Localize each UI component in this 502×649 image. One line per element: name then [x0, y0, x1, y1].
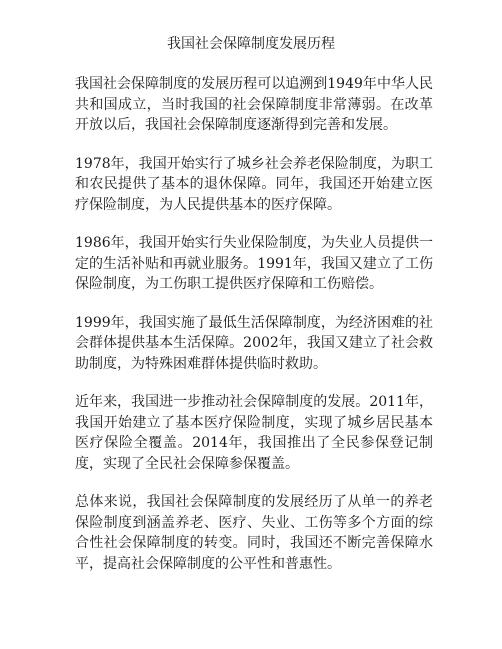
paragraph-intro: 我国社会保障制度的发展历程可以追溯到1949年中华人民共和国成立，当时我国的社会保障制度非常薄弱。在改革开放以后，我国社会保障制度逐渐得到完善和发展。 — [75, 76, 433, 133]
paragraph-summary: 总体来说，我国社会保障制度的发展经历了从单一的养老保险制度到涵盖养老、医疗、失业、工伤等多个方面的综合性社会保障制度的转变。同时，我国还不断完善保障水平，提高社会保障制度的公平性和普惠性。 — [75, 494, 433, 572]
paragraph-1999: 1999年，我国实施了最低生活保障制度，为经济困难的社会群体提供基本生活保障。2002年，我国又建立了社会救助制度，为特殊困难群体提供临时救助。 — [75, 314, 433, 372]
document-body — [75, 74, 433, 592]
document-title: 我国社会保障制度发展历程 — [167, 36, 335, 52]
paragraph-1986: 1986年，我国开始实行失业保险制度，为失业人员提供一定的生活补贴和再就业服务。1991年，我国又建立了工伤保险制度，为工伤职工提供医疗保障和工伤赔偿。 — [75, 235, 433, 292]
paragraph-1978: 1978年，我国开始实行了城乡社会养老保险制度，为职工和农民提供了基本的退休保障。同年，我国还开始建立医疗保险制度，为人民提供基本的医疗保障。 — [75, 155, 433, 213]
paragraph-recent: 近年来，我国进一步推动社会保障制度的发展。2011年，我国开始建立了基本医疗保险制度，实现了城乡居民基本医疗保险全覆盖。2014年，我国推出了全民参保登记制度，实现了全民社会保障参保覆盖。 — [75, 394, 433, 472]
